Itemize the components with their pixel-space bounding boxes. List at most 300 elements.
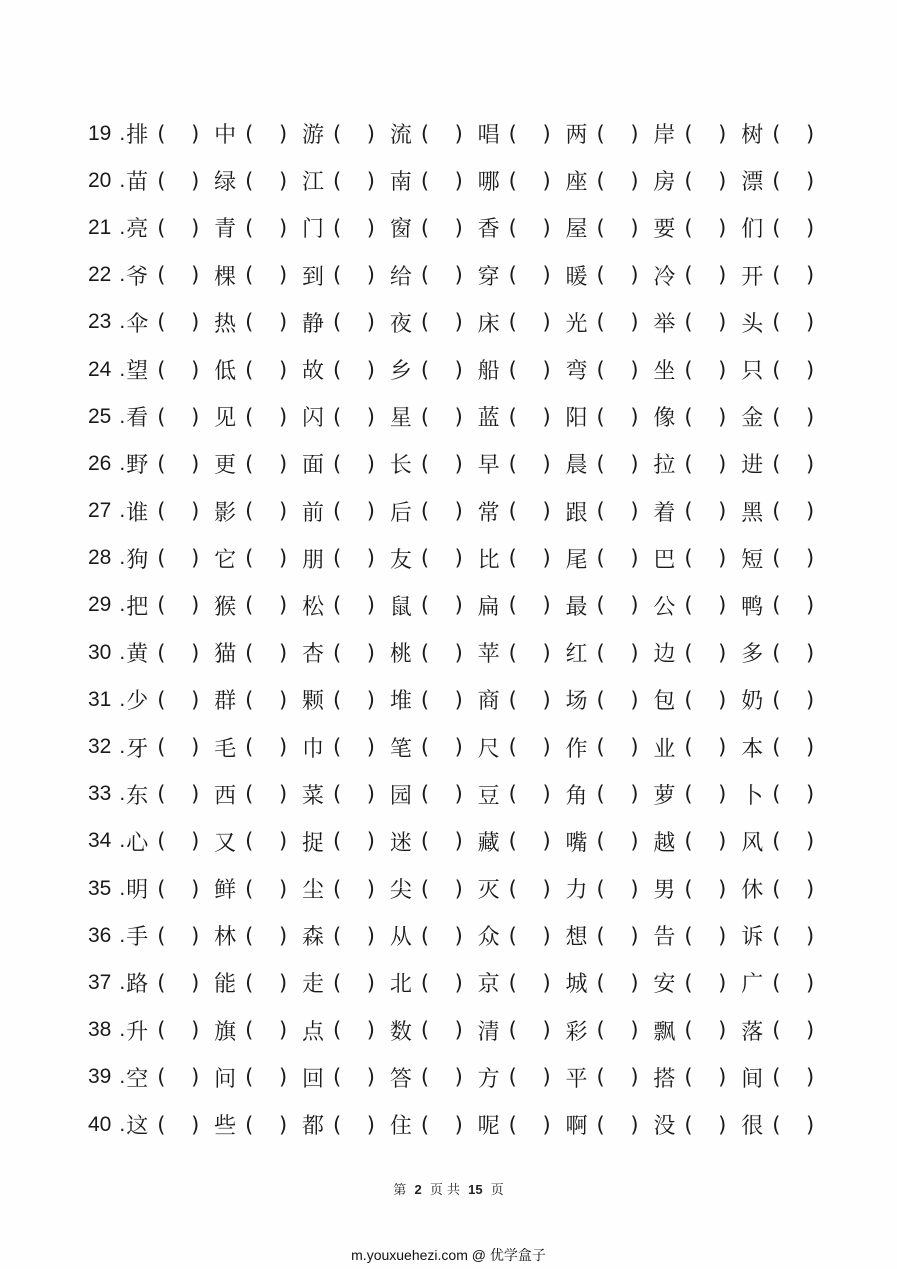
answer-blank[interactable] [676, 122, 730, 146]
row-number-dot: . [119, 215, 126, 239]
hanzi-character: 头 [741, 311, 764, 337]
answer-blank[interactable] [325, 216, 379, 240]
char-item [213, 448, 301, 479]
answer-blank[interactable] [764, 263, 818, 287]
char-item [125, 1015, 213, 1046]
answer-blank[interactable] [149, 782, 203, 806]
answer-blank[interactable] [413, 263, 467, 287]
answer-blank[interactable] [501, 263, 555, 287]
close-bracket: ) [191, 168, 200, 193]
answer-blank[interactable] [237, 924, 291, 948]
answer-blank[interactable] [501, 971, 555, 995]
answer-blank[interactable] [413, 971, 467, 995]
answer-blank[interactable] [413, 782, 467, 806]
answer-blank[interactable] [149, 169, 203, 193]
open-bracket: ( [508, 1018, 517, 1043]
char-item [213, 543, 301, 574]
answer-blank[interactable] [501, 782, 555, 806]
answer-blank[interactable] [149, 593, 203, 617]
answer-blank[interactable] [676, 405, 730, 429]
answer-blank[interactable] [676, 546, 730, 570]
answer-blank[interactable] [764, 216, 818, 240]
answer-blank[interactable] [413, 405, 467, 429]
answer-blank[interactable] [589, 310, 643, 334]
answer-blank[interactable] [325, 358, 379, 382]
hanzi-character: 鲜 [214, 878, 237, 904]
answer-blank[interactable] [237, 782, 291, 806]
open-bracket: ( [596, 782, 605, 807]
answer-blank[interactable] [149, 829, 203, 853]
char-item [652, 967, 740, 998]
char-item [652, 684, 740, 715]
answer-blank[interactable] [501, 829, 555, 853]
answer-blank[interactable] [501, 546, 555, 570]
answer-blank[interactable] [764, 641, 818, 665]
answer-blank[interactable] [589, 1113, 643, 1137]
answer-blank[interactable] [676, 877, 730, 901]
row-number-dot: . [119, 310, 126, 334]
open-bracket: ( [420, 1065, 430, 1090]
open-bracket: ( [772, 168, 781, 193]
answer-blank[interactable] [764, 169, 818, 193]
answer-blank[interactable] [589, 263, 643, 287]
answer-blank[interactable] [325, 1065, 379, 1089]
answer-blank[interactable] [237, 169, 291, 193]
answer-blank[interactable] [764, 358, 818, 382]
char-item [389, 1109, 477, 1140]
char-item [565, 920, 653, 951]
answer-blank[interactable] [764, 452, 818, 476]
open-bracket: ( [772, 451, 781, 476]
answer-blank[interactable] [501, 877, 555, 901]
char-item [389, 1015, 477, 1046]
answer-blank[interactable] [764, 829, 818, 853]
answer-blank[interactable] [325, 688, 379, 712]
hanzi-character: 力 [565, 878, 588, 904]
answer-blank[interactable] [676, 216, 730, 240]
answer-blank[interactable] [501, 1018, 555, 1042]
char-item [565, 165, 653, 196]
answer-blank[interactable] [676, 263, 730, 287]
answer-blank[interactable] [149, 358, 203, 382]
open-bracket: ( [772, 640, 781, 665]
answer-blank[interactable] [237, 405, 291, 429]
answer-blank[interactable] [501, 1065, 555, 1089]
answer-blank[interactable] [237, 122, 291, 146]
answer-blank[interactable] [237, 593, 291, 617]
answer-blank[interactable] [325, 782, 379, 806]
close-bracket: ) [454, 1065, 463, 1090]
answer-blank[interactable] [237, 1113, 291, 1137]
close-bracket: ) [278, 687, 288, 712]
answer-blank[interactable] [589, 405, 643, 429]
answer-blank[interactable] [325, 971, 379, 995]
open-bracket: ( [420, 876, 430, 901]
answer-blank[interactable] [676, 829, 730, 853]
answer-blank[interactable] [237, 310, 291, 334]
hanzi-character: 数 [389, 1019, 412, 1045]
close-bracket: ) [191, 735, 200, 760]
exercise-row [88, 1007, 828, 1054]
answer-blank[interactable] [149, 310, 203, 334]
answer-blank[interactable] [501, 924, 555, 948]
answer-blank[interactable] [325, 405, 379, 429]
answer-blank[interactable] [413, 358, 467, 382]
char-item [213, 1109, 301, 1140]
close-bracket: ) [366, 970, 375, 995]
hanzi-character: 卜 [741, 783, 764, 809]
hanzi-character: 后 [389, 500, 412, 526]
answer-blank[interactable] [325, 169, 379, 193]
hanzi-character: 走 [301, 972, 324, 998]
answer-blank[interactable] [589, 641, 643, 665]
char-item [389, 1062, 477, 1093]
hanzi-character: 静 [301, 311, 324, 337]
answer-blank[interactable] [237, 641, 291, 665]
open-bracket: ( [157, 263, 166, 288]
answer-blank[interactable] [501, 593, 555, 617]
answer-blank[interactable] [149, 688, 203, 712]
answer-blank[interactable] [764, 310, 818, 334]
answer-blank[interactable] [764, 499, 818, 523]
hanzi-character: 捉 [301, 830, 324, 856]
answer-blank[interactable] [325, 829, 379, 853]
open-bracket: ( [772, 215, 781, 240]
hanzi-character: 乡 [389, 359, 412, 385]
answer-blank[interactable] [237, 499, 291, 523]
hanzi-character: 心 [126, 830, 149, 856]
answer-blank[interactable] [325, 877, 379, 901]
answer-blank[interactable] [589, 499, 643, 523]
hanzi-character: 两 [565, 123, 588, 149]
close-bracket: ) [806, 687, 815, 712]
answer-blank[interactable] [413, 688, 467, 712]
answer-blank[interactable] [501, 169, 555, 193]
answer-blank[interactable] [413, 593, 467, 617]
answer-blank[interactable] [413, 1018, 467, 1042]
answer-blank[interactable] [589, 169, 643, 193]
close-bracket: ) [806, 499, 815, 524]
answer-blank[interactable] [501, 452, 555, 476]
close-bracket: ) [366, 451, 375, 476]
exercise-row [88, 629, 828, 676]
answer-blank[interactable] [501, 735, 555, 759]
close-bracket: ) [278, 876, 288, 901]
close-bracket: ) [454, 499, 463, 524]
hanzi-character: 坐 [653, 359, 676, 385]
answer-blank[interactable] [325, 452, 379, 476]
hanzi-character: 萝 [653, 783, 676, 809]
answer-blank[interactable] [589, 735, 643, 759]
exercise-row [88, 440, 828, 487]
answer-blank[interactable] [589, 546, 643, 570]
answer-blank[interactable] [149, 735, 203, 759]
answer-blank[interactable] [676, 593, 730, 617]
answer-blank[interactable] [589, 593, 643, 617]
answer-blank[interactable] [589, 122, 643, 146]
close-bracket: ) [806, 357, 815, 382]
answer-blank[interactable] [764, 405, 818, 429]
hanzi-character: 香 [477, 217, 500, 243]
hanzi-character: 窗 [389, 217, 412, 243]
answer-blank[interactable] [413, 310, 467, 334]
open-bracket: ( [684, 923, 693, 948]
answer-blank[interactable] [589, 924, 643, 948]
answer-blank[interactable] [413, 1065, 467, 1089]
answer-blank[interactable] [764, 877, 818, 901]
open-bracket: ( [772, 263, 781, 288]
answer-blank[interactable] [325, 1113, 379, 1137]
close-bracket: ) [366, 121, 375, 146]
answer-blank[interactable] [764, 1113, 818, 1137]
answer-blank[interactable] [325, 499, 379, 523]
hanzi-character: 漂 [741, 170, 764, 196]
char-item [389, 590, 477, 621]
char-item [565, 1062, 653, 1093]
answer-blank[interactable] [149, 546, 203, 570]
answer-blank[interactable] [149, 1113, 203, 1137]
answer-blank[interactable] [325, 310, 379, 334]
hanzi-character: 群 [214, 689, 237, 715]
hanzi-character: 路 [126, 972, 149, 998]
answer-blank[interactable] [589, 1018, 643, 1042]
char-item [565, 1015, 653, 1046]
answer-blank[interactable] [149, 924, 203, 948]
answer-blank[interactable] [413, 1113, 467, 1137]
char-item [301, 1062, 389, 1093]
answer-blank[interactable] [413, 169, 467, 193]
answer-blank[interactable] [237, 1018, 291, 1042]
close-bracket: ) [278, 923, 288, 948]
answer-blank[interactable] [237, 263, 291, 287]
answer-blank[interactable] [501, 216, 555, 240]
answer-blank[interactable] [676, 688, 730, 712]
answer-blank[interactable] [501, 688, 555, 712]
hanzi-character: 星 [389, 406, 412, 432]
open-bracket: ( [245, 1112, 254, 1137]
answer-blank[interactable] [413, 641, 467, 665]
answer-blank[interactable] [325, 546, 379, 570]
answer-blank[interactable] [237, 216, 291, 240]
open-bracket: ( [772, 499, 781, 524]
answer-blank[interactable] [149, 122, 203, 146]
answer-blank[interactable] [676, 1065, 730, 1089]
hanzi-character: 都 [301, 1114, 324, 1140]
answer-blank[interactable] [149, 1018, 203, 1042]
answer-blank[interactable] [501, 499, 555, 523]
answer-blank[interactable] [237, 735, 291, 759]
answer-blank[interactable] [589, 971, 643, 995]
close-bracket: ) [366, 640, 375, 665]
close-bracket: ) [366, 546, 375, 571]
hanzi-character: 更 [214, 453, 237, 479]
close-bracket: ) [630, 168, 639, 193]
close-bracket: ) [806, 546, 815, 571]
answer-blank[interactable] [149, 263, 203, 287]
answer-blank[interactable] [413, 452, 467, 476]
answer-blank[interactable] [676, 641, 730, 665]
close-bracket: ) [806, 923, 815, 948]
answer-blank[interactable] [237, 971, 291, 995]
close-bracket: ) [718, 970, 727, 995]
close-bracket: ) [630, 876, 639, 901]
open-bracket: ( [508, 451, 517, 476]
answer-blank[interactable] [589, 877, 643, 901]
answer-blank[interactable] [413, 546, 467, 570]
char-item [740, 967, 828, 998]
close-bracket: ) [718, 451, 727, 476]
open-bracket: ( [684, 215, 693, 240]
answer-blank[interactable] [764, 1018, 818, 1042]
answer-blank[interactable] [149, 216, 203, 240]
answer-blank[interactable] [589, 452, 643, 476]
answer-blank[interactable] [237, 877, 291, 901]
answer-blank[interactable] [676, 358, 730, 382]
answer-blank[interactable] [676, 1113, 730, 1137]
close-bracket: ) [542, 546, 551, 571]
open-bracket: ( [332, 1112, 342, 1137]
answer-blank[interactable] [237, 546, 291, 570]
answer-blank[interactable] [501, 1113, 555, 1137]
answer-blank[interactable] [413, 735, 467, 759]
row-number-dot: . [119, 876, 126, 900]
answer-blank[interactable] [325, 735, 379, 759]
close-bracket: ) [366, 1065, 375, 1090]
char-item [301, 260, 389, 291]
close-bracket: ) [806, 263, 815, 288]
answer-blank[interactable] [325, 593, 379, 617]
answer-blank[interactable] [764, 782, 818, 806]
answer-blank[interactable] [764, 971, 818, 995]
char-item [477, 260, 565, 291]
char-item [565, 118, 653, 149]
answer-blank[interactable] [237, 829, 291, 853]
answer-blank[interactable] [237, 358, 291, 382]
exercise-list [88, 110, 828, 1148]
hanzi-character: 尖 [389, 878, 412, 904]
answer-blank[interactable] [764, 122, 818, 146]
close-bracket: ) [191, 829, 200, 854]
answer-blank[interactable] [149, 1065, 203, 1089]
open-bracket: ( [596, 593, 605, 618]
answer-blank[interactable] [501, 122, 555, 146]
answer-blank[interactable] [676, 452, 730, 476]
open-bracket: ( [157, 168, 166, 193]
answer-blank[interactable] [676, 169, 730, 193]
answer-blank[interactable] [764, 546, 818, 570]
answer-blank[interactable] [501, 310, 555, 334]
open-bracket: ( [772, 404, 781, 429]
answer-blank[interactable] [413, 829, 467, 853]
answer-blank[interactable] [413, 216, 467, 240]
row-number-dot: . [119, 1065, 126, 1089]
answer-blank[interactable] [764, 924, 818, 948]
site-watermark: m.youxuehezi.com @ 优学盒子 [351, 1247, 546, 1263]
open-bracket: ( [596, 451, 605, 476]
open-bracket: ( [508, 782, 517, 807]
answer-blank[interactable] [764, 593, 818, 617]
answer-blank[interactable] [325, 263, 379, 287]
hanzi-character: 跟 [565, 500, 588, 526]
char-item [389, 260, 477, 291]
answer-blank[interactable] [501, 358, 555, 382]
answer-blank[interactable] [149, 405, 203, 429]
char-item [125, 543, 213, 574]
char-item [389, 543, 477, 574]
answer-blank[interactable] [149, 499, 203, 523]
answer-blank[interactable] [589, 829, 643, 853]
answer-blank[interactable] [589, 1065, 643, 1089]
char-item [740, 165, 828, 196]
answer-blank[interactable] [589, 216, 643, 240]
answer-blank[interactable] [413, 877, 467, 901]
row-number: 38 [88, 1018, 112, 1042]
answer-blank[interactable] [676, 499, 730, 523]
close-bracket: ) [630, 263, 639, 288]
answer-blank[interactable] [413, 924, 467, 948]
hanzi-character: 风 [741, 830, 764, 856]
answer-blank[interactable] [676, 1018, 730, 1042]
answer-blank[interactable] [676, 924, 730, 948]
answer-blank[interactable] [676, 971, 730, 995]
answer-blank[interactable] [149, 452, 203, 476]
answer-blank[interactable] [325, 1018, 379, 1042]
exercise-row [88, 1101, 828, 1148]
answer-blank[interactable] [413, 499, 467, 523]
answer-blank[interactable] [676, 310, 730, 334]
hanzi-character: 苗 [126, 170, 149, 196]
hanzi-character: 点 [301, 1019, 324, 1045]
answer-blank[interactable] [237, 688, 291, 712]
char-item [125, 496, 213, 527]
answer-blank[interactable] [764, 688, 818, 712]
answer-blank[interactable] [589, 782, 643, 806]
hanzi-character: 晨 [565, 453, 588, 479]
answer-blank[interactable] [589, 358, 643, 382]
answer-blank[interactable] [501, 641, 555, 665]
hanzi-character: 热 [214, 311, 237, 337]
answer-blank[interactable] [413, 122, 467, 146]
close-bracket: ) [454, 640, 463, 665]
answer-blank[interactable] [676, 782, 730, 806]
answer-blank[interactable] [325, 641, 379, 665]
hanzi-character: 朋 [301, 547, 324, 573]
answer-blank[interactable] [325, 924, 379, 948]
hanzi-character: 少 [126, 689, 149, 715]
answer-blank[interactable] [149, 971, 203, 995]
answer-blank[interactable] [149, 877, 203, 901]
answer-blank[interactable] [237, 1065, 291, 1089]
answer-blank[interactable] [149, 641, 203, 665]
hanzi-character: 能 [214, 972, 237, 998]
close-bracket: ) [806, 215, 815, 240]
open-bracket: ( [420, 546, 430, 571]
answer-blank[interactable] [764, 735, 818, 759]
answer-blank[interactable] [676, 735, 730, 759]
row-number-dot: . [119, 168, 126, 192]
char-item [652, 212, 740, 243]
open-bracket: ( [420, 923, 430, 948]
hanzi-character: 很 [741, 1114, 764, 1140]
char-item [652, 354, 740, 385]
row-number: 23 [88, 310, 112, 334]
open-bracket: ( [684, 1112, 693, 1137]
answer-blank[interactable] [501, 405, 555, 429]
answer-blank[interactable] [589, 688, 643, 712]
answer-blank[interactable] [764, 1065, 818, 1089]
answer-blank[interactable] [237, 452, 291, 476]
answer-blank[interactable] [325, 122, 379, 146]
